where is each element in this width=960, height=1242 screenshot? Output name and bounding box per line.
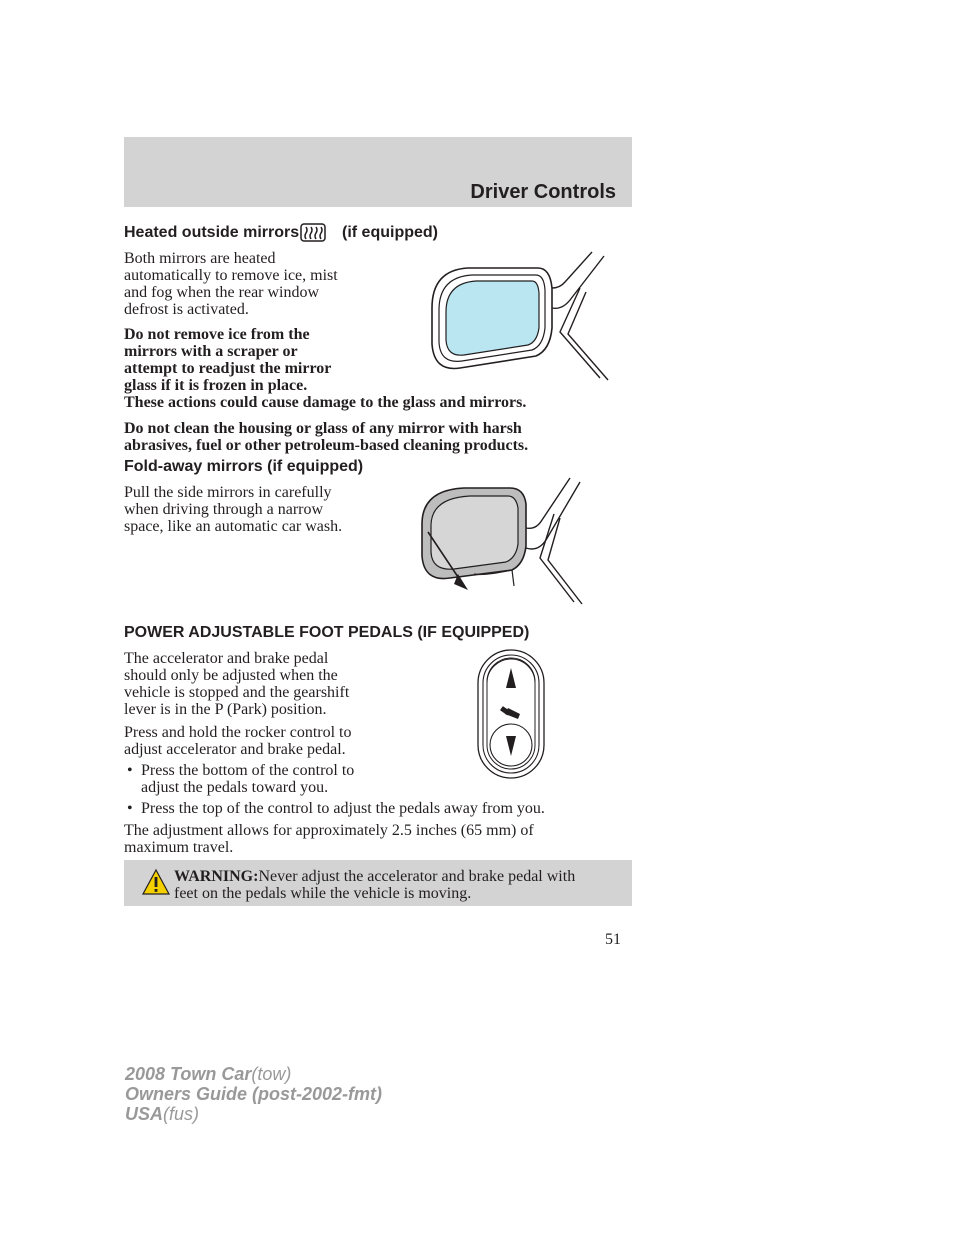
warning-text: WARNING:Never adjust the accelerator and brake pedal with feet on the pedals while the vehicle is moving.: [174, 868, 576, 902]
footer-line-2: Owners Guide (post-2002-fmt): [125, 1084, 383, 1104]
footer-line-3: USA(fus): [125, 1104, 200, 1124]
power-pedals-heading: POWER ADJUSTABLE FOOT PEDALS (IF EQUIPPED): [124, 624, 530, 641]
heated-mirror-illustration: [420, 248, 620, 388]
power-pedals-bullets-1: [124, 762, 354, 796]
power-pedals-bullets-2: [124, 800, 545, 817]
warning-box: [124, 860, 632, 906]
foldaway-mirror-illustration: [414, 474, 614, 606]
heated-mirrors-ice-caution: Do not remove ice from the mirrors with a scraper or attempt to readjust the mirror glass if it is frozen in place. These actions could cause damage to the glass and mirrors.: [124, 326, 527, 411]
heated-mirrors-cleaning-caution: Do not clean the housing or glass of any mirror with harsh abrasives, fuel or other petroleum-based cleaning products.: [124, 420, 529, 454]
section-title: Driver Controls: [470, 181, 616, 203]
heated-mirrors-description: Both mirrors are heated automatically to remove ice, mist and fog when the rear window defrost is activated.: [124, 250, 338, 318]
foldaway-mirrors-heading: Fold-away mirrors (if equipped): [124, 458, 364, 475]
bullet-item: • Press the bottom of the control to adjust the pedals toward you.: [124, 762, 354, 796]
power-pedals-instructions: Press and hold the rocker control to adjust accelerator and brake pedal.: [124, 724, 352, 758]
header-band: [124, 137, 632, 207]
footer-line-1: 2008 Town Car(tow): [125, 1064, 292, 1084]
heated-mirrors-heading: Heated outside mirrors: [124, 224, 300, 241]
warning-triangle-icon: [141, 868, 171, 896]
pedal-rocker-control-illustration: [474, 648, 548, 782]
heated-mirrors-heading-suffix: (if equipped): [342, 224, 438, 241]
rear-defrost-icon: [299, 222, 329, 246]
bullet-item: • Press the top of the control to adjust the pedals away from you.: [124, 800, 545, 817]
power-pedals-usage: The accelerator and brake pedal should only be adjusted when the vehicle is stopped and the gearshift lever is in the P (Park) position.: [124, 650, 350, 718]
warning-label: WARNING:: [174, 868, 259, 885]
foldaway-mirrors-description: Pull the side mirrors in carefully when driving through a narrow space, like an automatic car wash.: [124, 484, 343, 535]
page-number: 51: [605, 931, 621, 948]
power-pedals-travel: The adjustment allows for approximately 2.5 inches (65 mm) of maximum travel.: [124, 822, 534, 856]
